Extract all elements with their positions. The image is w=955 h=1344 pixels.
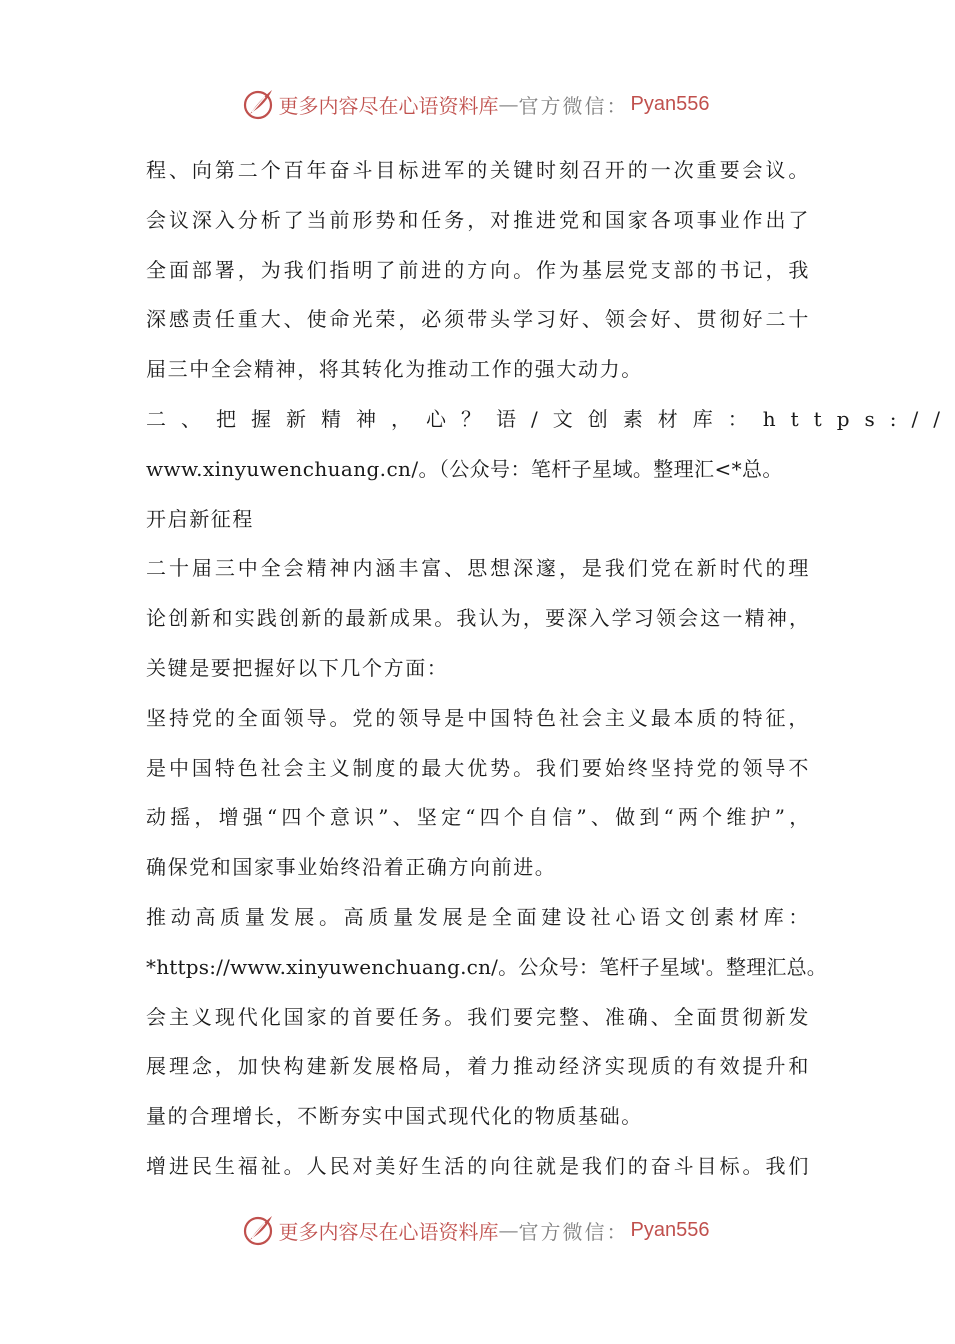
banner-dash: — <box>498 1218 519 1242</box>
footer-banner <box>0 1210 950 1250</box>
section-heading-line: 二、把握新精神，心？语/文创素材库：https:// <box>146 406 955 431</box>
banner-wechat-label: 官方微信： <box>518 93 629 118</box>
body-line: 坚持党的全面领导。党的领导是中国特色社会主义最本质的特征， <box>146 705 810 730</box>
body-line: 二十届三中全会精神内涵丰富、思想深邃，是我们党在新时代的理 <box>146 556 810 581</box>
body-line: 届三中全会精神，将其转化为推动工作的强大动力。 <box>146 357 643 382</box>
banner-wechat-id: Pyan556 <box>630 1218 710 1241</box>
body-line: 确保党和国家事业始终沿着正确方向前进。 <box>146 855 557 880</box>
body-line: 程、向第二个百年奋斗目标进军的关键时刻召开的一次重要会议。 <box>146 158 810 182</box>
body-line: *https://www.xinyuwenchuang.cn/。公众号：笔杆子星域'。整理汇总。 <box>146 954 827 979</box>
body-line: 论创新和实践创新的最新成果。我认为，要深入学习领会这一精神， <box>146 606 810 631</box>
body-line: 增进民生福祉。人民对美好生活的向往就是我们的奋斗目标。我们 <box>146 1153 810 1178</box>
document-body <box>146 150 955 1196</box>
body-line: 全面部署，为我们指明了前进的方向。作为基层党支部的书记，我 <box>146 257 810 282</box>
banner-wechat-label: 官方微信： <box>518 1219 629 1244</box>
body-line: www.xinyuwenchuang.cn/。（公众号：笔杆子星域。整理汇<*总。 <box>146 456 783 481</box>
header-banner <box>0 84 950 124</box>
body-line: 会议深入分析了当前形势和任务，对推进党和国家各项事业作出了 <box>146 207 810 232</box>
banner-title: 更多内容尽在心语资料库 <box>278 1219 499 1244</box>
body-line: 展理念，加快构建新发展格局，着力推动经济实现质的有效提升和 <box>146 1054 810 1079</box>
quill-logo-icon <box>241 1213 275 1247</box>
body-line: 会主义现代化国家的首要任务。我们要完整、准确、全面贯彻新发 <box>146 1004 810 1029</box>
banner-title: 更多内容尽在心语资料库 <box>278 93 499 118</box>
body-line: 关键是要把握好以下几个方面： <box>146 655 449 680</box>
section-heading-continued: 开启新征程 <box>146 506 254 531</box>
body-line: 深感责任重大、使命光荣，必须带头学习好、领会好、贯彻好二十 <box>146 307 810 332</box>
body-line: 动摇，增强“四个意识”、坚定“四个自信”、做到“两个维护”， <box>146 805 810 830</box>
body-line: 推动高质量发展。高质量发展是全面建设社心语文创素材库： <box>146 904 810 929</box>
banner-dash: — <box>498 92 519 116</box>
banner-wechat-id: Pyan556 <box>630 92 710 115</box>
body-line: 是中国特色社会主义制度的最大优势。我们要始终坚持党的领导不 <box>146 755 810 780</box>
body-line: 量的合理增长，不断夯实中国式现代化的物质基础。 <box>146 1104 643 1129</box>
quill-logo-icon <box>241 87 275 121</box>
